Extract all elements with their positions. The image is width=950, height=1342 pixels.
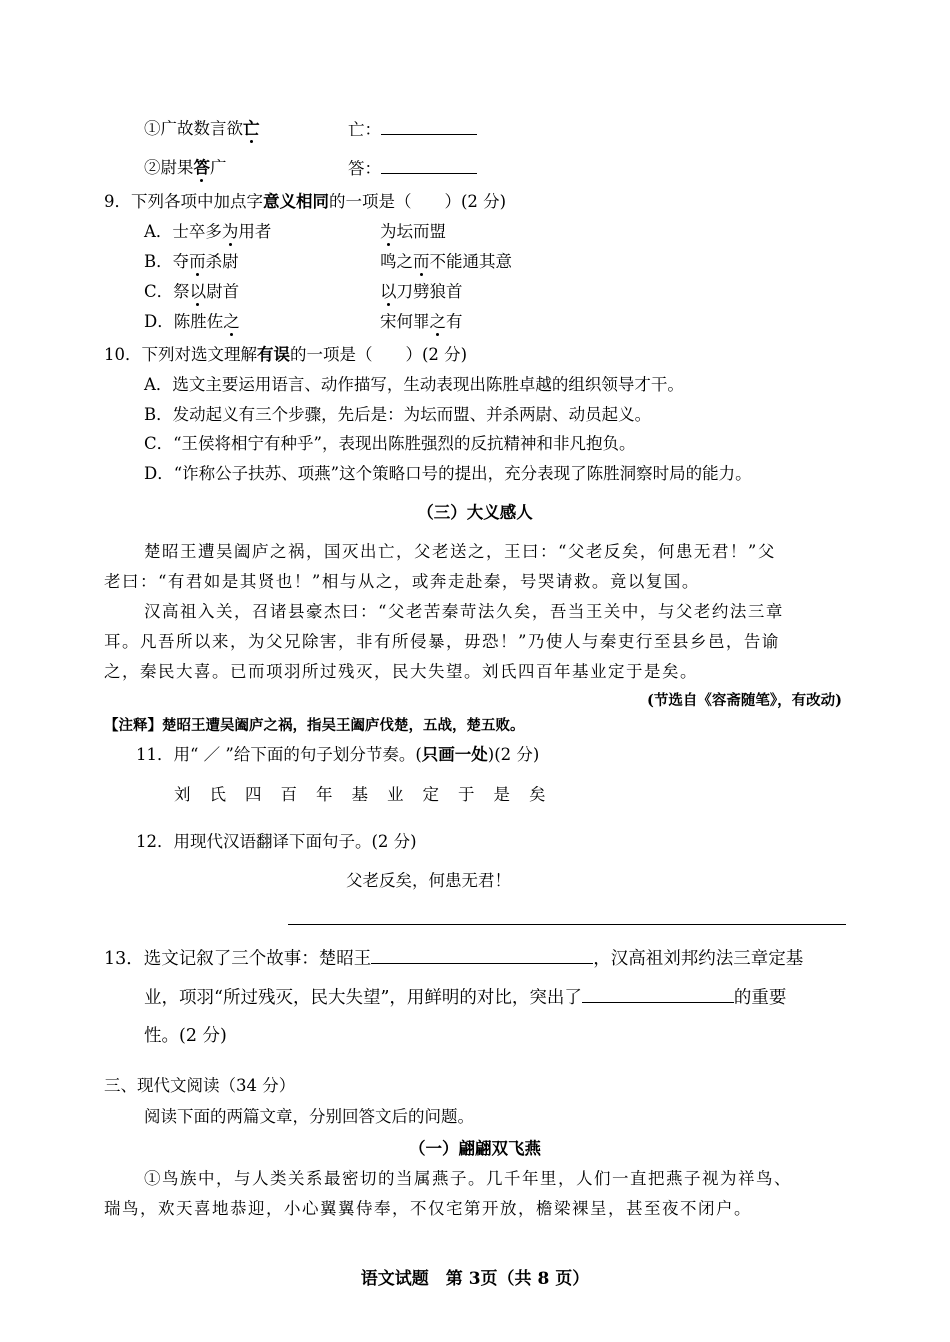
q9-option-c-compare [380, 281, 463, 303]
question-text: 9．下列各项中加点字 [104, 192, 263, 211]
dotted-char: 而 [189, 252, 206, 271]
article-line: ①鸟族中，与人类关系最密切的当属燕子。几千年里，人们一直把燕子视为祥鸟、 [144, 1169, 792, 1188]
option-text: 陈胜佐 [173, 312, 224, 331]
option-label: B． [144, 252, 173, 271]
passage-line: 耳。凡吾所以来，为父兄除害，非有所侵暴，毋恐！”乃使人与秦吏行至县乡邑，告谕 [104, 632, 780, 651]
q9-option-a-compare [380, 221, 446, 243]
question-text: 的一项是（ ）(2 分) [290, 345, 468, 364]
option-text: 用者 [238, 222, 272, 241]
question-text: 的一项是（ ）(2 分) [329, 192, 507, 211]
option-text: 刀劈狼首 [396, 282, 463, 301]
question-text: 13．选文记叙了三个故事：楚昭王 [104, 949, 372, 969]
option-text: 祭 [173, 282, 190, 301]
question-text: 业，项羽“所过残灭，民大失望”，用鲜明的对比，突出了 [144, 988, 582, 1008]
q10-option-d: D．“诈称公子扶苏、项燕”这个策略口号的提出，充分表现了陈胜洞察时局的能力。 [144, 464, 752, 483]
option-label: C． [144, 282, 174, 301]
item-number: ② [144, 158, 161, 177]
q13-line-2 [144, 986, 786, 1009]
question-emphasis: 有误 [257, 345, 290, 364]
q9-option-b-compare [380, 251, 512, 273]
passage-line: 楚昭王遭吴阖庐之祸，国灭出亡，父老送之，王曰：“父老反矣，何患无君！”父 [144, 542, 776, 561]
dotted-char: 而 [413, 252, 430, 271]
item-text: 尉果 [160, 158, 194, 177]
article-line: 瑞鸟，欢天喜地恭迎，小心翼翼侍奉，不仅宅第开放，檐梁裸呈，甚至夜不闭户。 [104, 1199, 752, 1218]
option-text: 夺 [172, 252, 190, 271]
q10-question [104, 344, 467, 366]
option-text: 不能通其意 [429, 252, 512, 271]
passage-line: 汉高祖入关，召诸县豪杰曰：“父老苦秦苛法久矣，吾当王关中，与父老约法三章 [144, 602, 784, 621]
passage-heading: （三）大义感人 [417, 503, 533, 522]
answer-label: 亡： [348, 120, 381, 139]
q8-answer-1 [348, 118, 477, 141]
item-text: 广故数言欲 [160, 119, 243, 138]
q12-answer-line[interactable] [288, 924, 846, 925]
option-text: 宋何罪 [380, 312, 430, 331]
answer-blank[interactable] [381, 118, 477, 135]
option-text: 杀尉 [205, 252, 239, 271]
answer-blank[interactable] [371, 947, 593, 964]
option-text: 士卒多 [172, 222, 222, 241]
answer-blank[interactable] [582, 986, 734, 1003]
dotted-char: 为 [221, 222, 239, 241]
q11-sentence[interactable]: 刘氏四百年基业定于是矣 [174, 785, 565, 804]
page-footer: 语文试题 第 3页（共 8 页） [360, 1269, 590, 1289]
section-title: 三、现代文阅读（34 分） [104, 1076, 296, 1095]
item-text: 广 [210, 158, 227, 177]
q12-question: 12．用现代汉语翻译下面句子。(2 分) [136, 832, 417, 851]
q8-item-2 [144, 157, 227, 179]
q13-line-3: 性。(2 分) [144, 1026, 227, 1046]
question-text: 10．下列对选文理解 [104, 345, 257, 364]
question-text: 的重要 [733, 988, 787, 1008]
article-heading: （一）翩翩双飞燕 [409, 1139, 541, 1158]
passage-line: 之，秦民大喜。已而项羽所过残灭，民大失望。刘氏四百年基业定于是矣。 [104, 662, 698, 681]
dotted-char: 之 [429, 312, 446, 331]
dotted-char: 亡 [243, 119, 260, 138]
q12-sentence: 父老反矣，何患无君！ [346, 871, 511, 890]
q9-option-a [144, 221, 271, 243]
dotted-char: 答 [193, 158, 210, 177]
q9-option-d-compare [380, 311, 463, 333]
q8-answer-2 [348, 157, 477, 180]
q9-option-d [144, 311, 240, 333]
option-text: 坛而盟 [396, 222, 446, 241]
option-label: D． [144, 312, 174, 331]
question-text: )(2 分) [487, 745, 540, 764]
dotted-char: 以 [380, 282, 397, 301]
q9-option-b [144, 251, 239, 273]
dotted-char: 之 [223, 312, 240, 331]
q13-line-1 [104, 947, 803, 970]
option-text: 鸣之 [380, 252, 413, 271]
item-number: ① [144, 119, 161, 138]
passage-source: (节选自《容斋随笔》，有改动) [647, 692, 842, 709]
option-text: 尉首 [206, 282, 240, 301]
q11-question [136, 744, 539, 766]
option-text: 有 [446, 312, 463, 331]
q10-option-b: B．发动起义有三个步骤，先后是：为坛而盟、并杀两尉、动员起义。 [144, 405, 652, 424]
option-label: A． [144, 222, 173, 241]
question-emphasis: 意义相同 [263, 192, 329, 211]
question-text: 11．用“ ／ ”给下面的句子划分节奏。( [136, 745, 422, 764]
answer-blank[interactable] [381, 157, 477, 174]
dotted-char: 以 [189, 282, 207, 301]
q10-option-a: A．选文主要运用语言、动作描写，生动表现出陈胜卓越的组织领导才干。 [144, 375, 684, 394]
q9-question [104, 191, 506, 213]
section-instruction: 阅读下面的两篇文章，分别回答文后的问题。 [144, 1107, 474, 1126]
q8-item-1 [144, 118, 260, 140]
passage-line: 老曰：“有君如是其贤也！”相与从之，或奔走赴秦，号哭请救。竟以复国。 [104, 572, 700, 591]
question-emphasis: 只画一处 [421, 745, 488, 764]
answer-label: 答： [348, 159, 381, 178]
q9-option-c [144, 281, 239, 303]
passage-note: 【注释】楚昭王遭吴阖庐之祸，指吴王阖庐伐楚，五战，楚五败。 [104, 717, 525, 734]
dotted-char: 为 [380, 222, 397, 241]
question-text: ，汉高祖刘邦约法三章定基 [593, 949, 804, 969]
q10-option-c: C．“王侯将相宁有种乎”，表现出陈胜强烈的反抗精神和非凡抱负。 [144, 434, 636, 453]
